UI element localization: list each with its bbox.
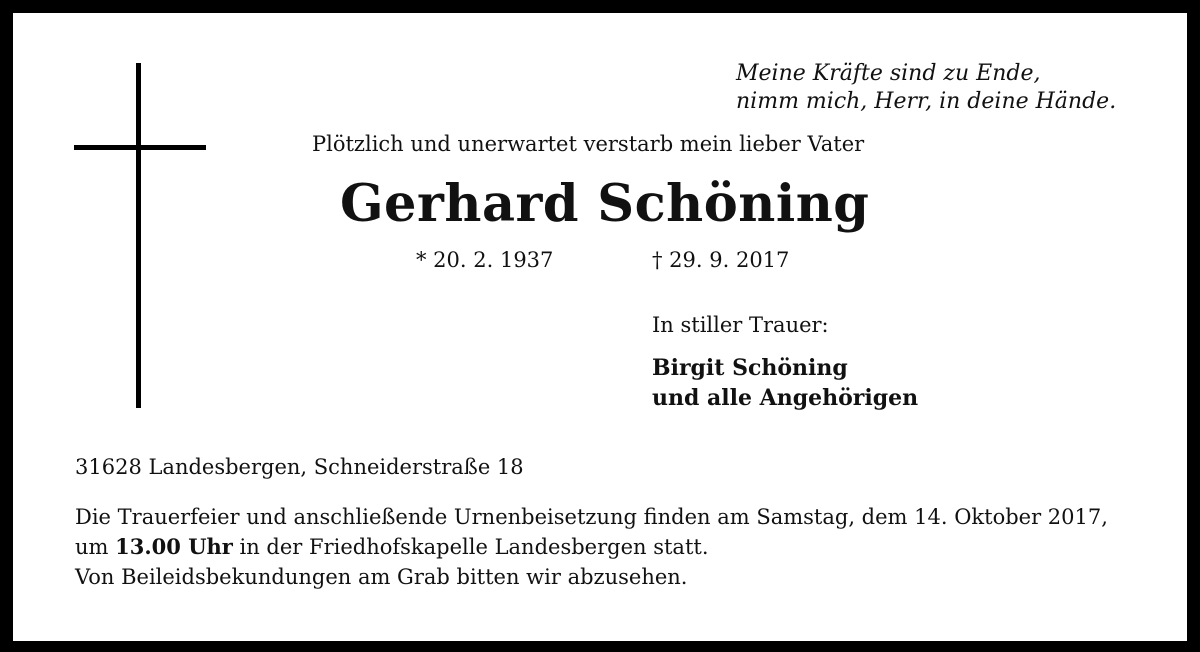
ceremony-info bbox=[75, 503, 1135, 562]
motto-line-1: Meine Kräfte sind zu Ende, bbox=[736, 61, 1041, 86]
intro-text: Plötzlich und unerwartet verstarb mein lieber Vater bbox=[312, 132, 865, 156]
mourner-name: Birgit Schöning bbox=[652, 355, 848, 381]
mourner-relatives: und alle Angehörigen bbox=[652, 385, 919, 411]
condolence-note: Von Beileidsbekundungen am Grab bitten wir abzusehen. bbox=[75, 565, 688, 589]
cross-vertical-bar bbox=[136, 63, 141, 408]
birth-date: * 20. 2. 1937 bbox=[416, 248, 554, 272]
ceremony-time: 13.00 Uhr bbox=[115, 534, 233, 559]
address: 31628 Landesbergen, Schneiderstraße 18 bbox=[75, 455, 524, 479]
cross-horizontal-bar bbox=[74, 145, 206, 150]
death-date: † 29. 9. 2017 bbox=[652, 248, 790, 272]
deceased-name: Gerhard Schöning bbox=[340, 174, 870, 234]
mourning-label: In stiller Trauer: bbox=[652, 313, 829, 337]
ceremony-text-before: Die Trauerfeier und anschließende Urnenbeisetzung finden am Samstag, dem 14. Oktober 2017, um bbox=[75, 505, 1108, 559]
motto-line-2: nimm mich, Herr, in deine Hände. bbox=[736, 89, 1117, 114]
mourners-block bbox=[652, 353, 918, 413]
ceremony-text-after: in der Friedhofskapelle Landesbergen statt. bbox=[232, 535, 709, 559]
motto-verse bbox=[736, 60, 1116, 116]
